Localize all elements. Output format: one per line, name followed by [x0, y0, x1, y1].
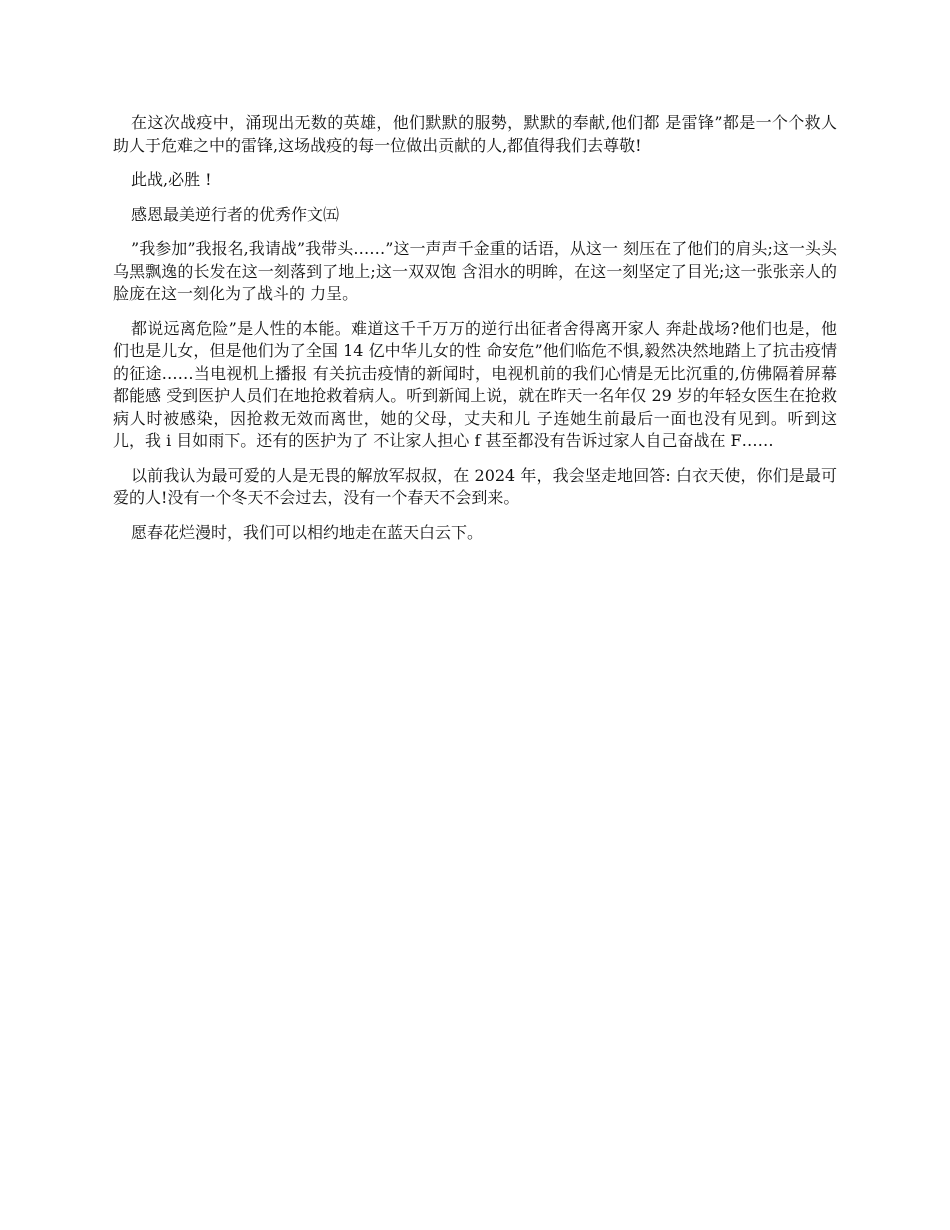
paragraph-angels: 以前我认为最可爱的人是无畏的解放军叔叔，在 2024 年，我会坚走地回答: 白衣天使，你们是最可爱的人!没有一个冬天不会过去，没有一个春天不会到来。 — [113, 465, 837, 507]
paragraph-spring: 愿春花烂漫时，我们可以相约地走在蓝天白云下。 — [131, 522, 484, 542]
paragraph-volunteer: ”我参加”我报名,我请战”我带头……”这一声声千金重的话语，从这一 刻压在了他们的肩头;这一头头乌黑飘逸的长发在这一刻落到了地上;这一双双饱 含泪水的明眸，在这一刻坚定了目光;这一张张亲人的脸庞在这一刻化为了战斗的 力呈。 — [113, 239, 837, 303]
section-title: 感恩最美逆行者的优秀作文㈤ — [131, 204, 340, 224]
document-body — [113, 112, 837, 556]
paragraph-victory: 此战,必胜 ! — [131, 170, 212, 189]
paragraph-danger: 都说远离危险”是人性的本能。难道这千千万万的逆行出征者舍得离开家人 奔赴战场?他们也是，他们也是儿女，但是他们为了全国 14 亿中华儿女的性 命安危”他们临危不惧,毅然决然地踏上了抗击疫情的征途……当电视机上播报 有关抗击疫情的新闻时，电视机前的我们心情是无比沉重的,仿佛隔着屏幕都能感 受到医护人员们在地抢救着病人。听到新闻上说，就在昨天一名年仅 29 岁的年轻女医生在抢救病人时被感染，因抢救无效而离世，她的父母，丈夫和儿 子连她生前最后一面也没有见到。听到这儿，我 i 目如雨下。还有的医护为了 不让家人担心 f 甚至都没有告诉过家人自己奋战在 F…… — [113, 318, 837, 450]
paragraph-heroes: 在这次战疫中，涌现出无数的英雄，他们默默的服勢，默默的奉献,他们都 是雷锋”都是一个个救人助人于危难之中的雷锋,这场战疫的每一位做出贡献的人,都值得我们去尊敬! — [113, 113, 837, 155]
